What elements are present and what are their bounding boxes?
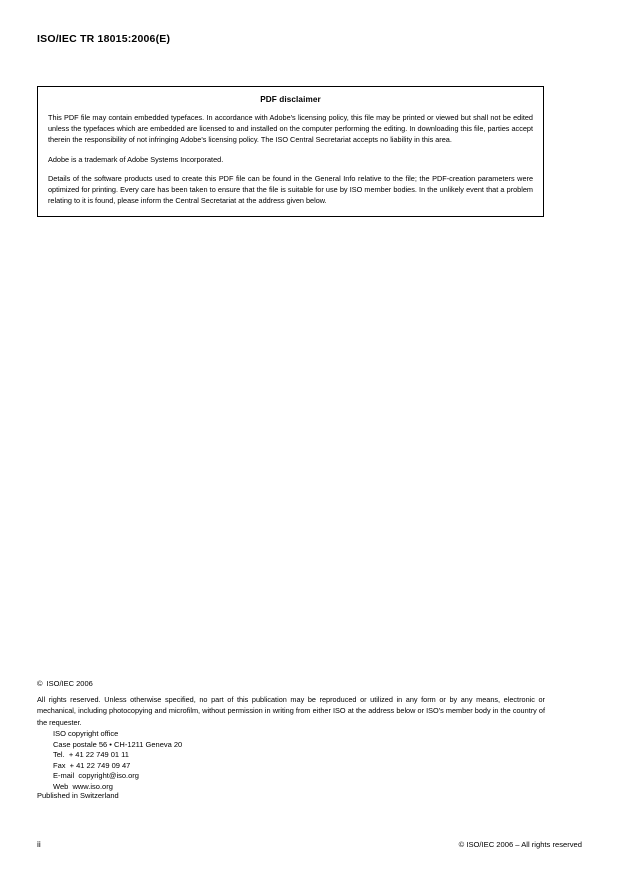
iso-copyright-address [53, 729, 182, 793]
pdf-disclaimer-paragraph: This PDF file may contain embedded typefaces. In accordance with Adobe's licensing policy, this file may be printed or viewed but shall not be edited unless the typefaces which are embedded are licensed to and installed on the computer performing the editing. In downloading this file, parties accept therein the responsibility of not infringing Adobe's licensing policy. The ISO Central Secretariat accepts no liability in this area. [48, 113, 533, 145]
all-rights-reserved-text: All rights reserved. Unless otherwise specified, no part of this publication may be reproduced or utilized in any form or by any means, electronic or mechanical, including photocopying and microfilm, without permission in writing from either ISO at the address below or ISO's member body in the country of the requester. [37, 695, 545, 727]
footer-rights-note: © ISO/IEC 2006 – All rights reserved [458, 840, 582, 849]
address-line-web: Web www.iso.org [53, 781, 113, 791]
published-in-text: Published in Switzerland [37, 791, 119, 800]
address-line: Case postale 56 • CH-1211 Geneva 20 [53, 739, 183, 749]
address-line: Tel. + 41 22 749 01 11 [53, 750, 129, 760]
address-line: ISO copyright office [53, 729, 119, 738]
pdf-disclaimer-paragraph: Details of the software products used to create this PDF file can be found in the General Info relative to the file; the PDF-creation parameters were optimized for printing. Every care has been taken to ensure that the file is suitable for use by ISO member bodies. In the unlikely event that a problem relating to it is found, please inform the Central Secretariat at the address given below. [48, 173, 533, 206]
copyright-notice-text: ISO/IEC 2006 [46, 679, 93, 688]
address-line: Fax + 41 22 749 09 47 [53, 760, 131, 770]
footer-page-number: ii [37, 839, 41, 849]
copyright-symbol-icon: © [37, 679, 43, 688]
pdf-disclaimer-box [37, 86, 544, 217]
page-header-title: ISO/IEC TR 18015:2006(E) [37, 33, 171, 45]
address-line-email: E-mail copyright@iso.org [53, 771, 139, 781]
pdf-disclaimer-paragraph: Adobe is a trademark of Adobe Systems Incorporated. [48, 154, 224, 164]
copyright-notice [37, 679, 93, 688]
pdf-disclaimer-title: PDF disclaimer [260, 95, 321, 104]
